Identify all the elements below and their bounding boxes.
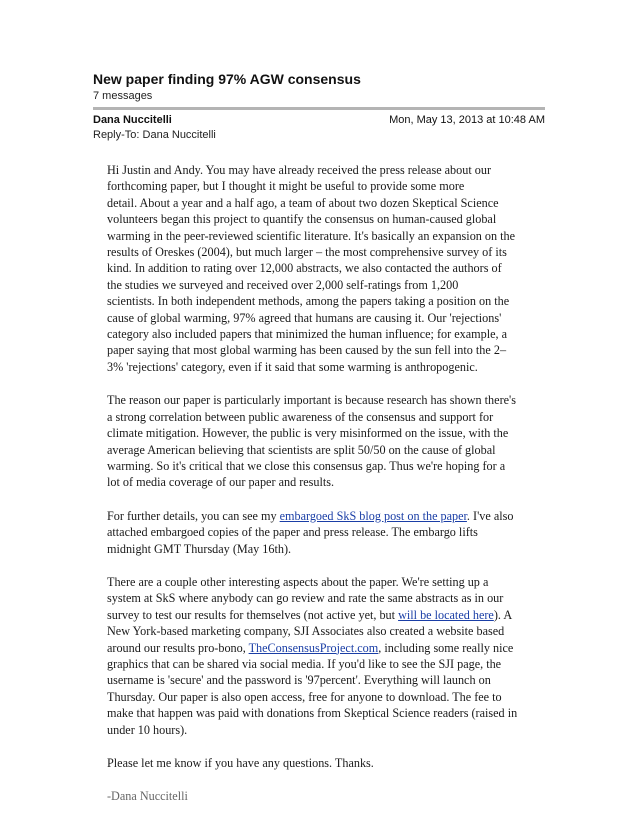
aspects-text-2: ). A New York-based marketing company, SJI Associates also created a website based around our results pro-bono, bbox=[107, 607, 513, 655]
message-date: Mon, May 13, 2013 at 10:48 AM bbox=[389, 114, 545, 126]
rating-site-link[interactable]: will be located here bbox=[398, 607, 494, 622]
paragraph-importance: The reason our paper is particularly important is because research has shown there's a strong correlation between public awareness of the consensus and support for climate mitigation. However, the public is very misinformed on the issue, with the average American believing that scientists are split 50/50 on the cause of global warming. So it's critical that we close this consensus gap. Thus we're hoping for a lot of media coverage of our paper and results. bbox=[107, 393, 516, 490]
details-text-2: . I've also attached embargoed copies of the paper and press release. The embargo lifts midnight GMT Thursday (May 16th). bbox=[107, 508, 514, 556]
aspects-text-3: , including some really nice graphics that can be shared via social media. If you'd like to see the SJI page, the username is 'secure' and the password is '97percent'. Everything will launch on Thursday. Our paper is also open access, free for anyone to download. The fee to make that happen was paid with donations from Skeptical Science readers (raised in under 10 hours). bbox=[107, 640, 518, 737]
message-count: 7 messages bbox=[93, 90, 153, 102]
blog-post-link[interactable]: embargoed SkS blog post on the paper bbox=[279, 508, 467, 523]
paragraph-intro: Hi Justin and Andy. You may have already received the press release about our forthcoming paper, but I thought it might be useful to provide some more detail. About a year and a half ago, a team of about two dozen Skeptical Science volunteers began this project to quantify the consensus on human-caused global warming in the peer-reviewed scientific literature. It's basically an expansion on the results of Oreskes (2004), but much larger – the most comprehensive survey of its kind. In addition to rating over 12,000 abstracts, we also contacted the authors of the studies we surveyed and received over 2,000 self-ratings from 1,200 scientists. In both independent methods, among the papers taking a position on the cause of global warming, 97% agreed that humans are causing it. Our 'rejections' category also included papers that minimized the human influence; for example, a paper saying that most global warming has been caused by the sun fell into the 2– 3% 'rejections' category, even if it said that some warming is anthropogenic. bbox=[107, 163, 516, 374]
reply-to: Reply-To: Dana Nuccitelli bbox=[93, 129, 216, 141]
sender-name: Dana Nuccitelli bbox=[93, 114, 172, 126]
header-divider bbox=[93, 107, 545, 110]
paragraph-aspects bbox=[107, 574, 549, 738]
consensus-project-link[interactable]: TheConsensusProject.com bbox=[248, 640, 379, 655]
signature: -Dana Nuccitelli bbox=[107, 789, 188, 804]
paragraph-details bbox=[107, 508, 549, 557]
message-body bbox=[107, 162, 549, 822]
thread-subject: New paper finding 97% AGW consensus bbox=[93, 71, 361, 87]
details-text-1: For further details, you can see my bbox=[107, 508, 280, 523]
aspects-text-1: There are a couple other interesting aspects about the paper. We're setting up a system at SkS where anybody can go review and rate the same abstracts as in our survey to test our results for themselves (not active yet, but bbox=[107, 574, 504, 622]
paragraph-closing: Please let me know if you have any questions. Thanks. bbox=[107, 756, 374, 770]
